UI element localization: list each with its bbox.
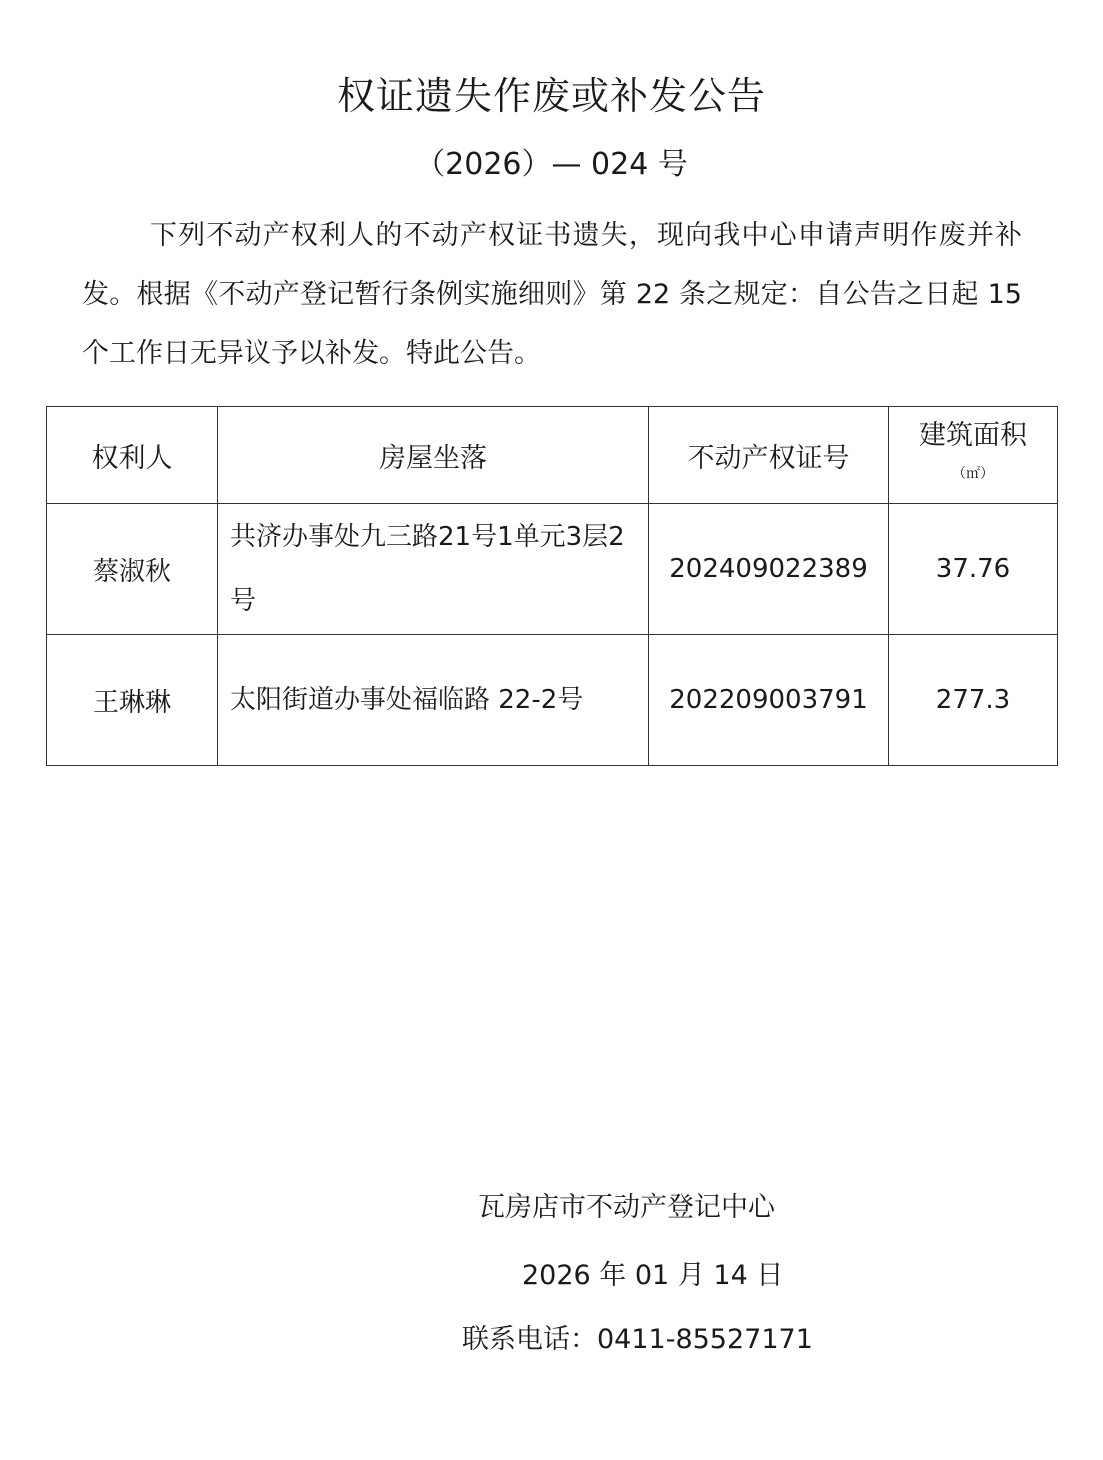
- cell-area: 37.76: [889, 504, 1058, 635]
- notice-title: 权证遗失作废或补发公告: [336, 74, 766, 118]
- header-cert-no: 不动产权证号: [649, 407, 889, 504]
- cell-address: 共济办事处九三路21号1单元3层2号: [218, 504, 649, 635]
- notice-number: （2026）— 024 号: [415, 147, 688, 182]
- cell-holder: 蔡淑秋: [47, 504, 218, 635]
- issuing-organization: 瓦房店市不动产登记中心: [478, 1192, 775, 1223]
- header-holder: 权利人: [47, 407, 218, 504]
- notice-intro: 下列不动产权利人的不动产权证书遗失，现向我中心申请声明作废并补发。根据《不动产登记暂行条例实施细则》第 22 条之规定：自公告之日起 15 个工作日无异议予以补发。特此公告。: [82, 220, 1022, 369]
- cell-cert-no: 202409022389: [649, 504, 889, 635]
- issue-date: 2026 年 01 月 14 日: [522, 1260, 784, 1291]
- table-row: [47, 504, 1058, 635]
- cell-cert-no: 202209003791: [649, 635, 889, 766]
- header-area: [889, 407, 1058, 504]
- cell-holder: 王琳琳: [47, 635, 218, 766]
- cell-area: 277.3: [889, 635, 1058, 766]
- contact-phone: 联系电话：0411-85527171: [462, 1324, 813, 1355]
- header-area-label: 建筑面积: [919, 420, 1027, 451]
- table-row: [47, 635, 1058, 766]
- lost-certificate-table: [46, 406, 1058, 766]
- header-address: 房屋坐落: [218, 407, 649, 504]
- cell-address: 太阳街道办事处福临路 22-2号: [218, 635, 649, 766]
- header-area-unit: （㎡）: [952, 466, 994, 482]
- table-header-row: [47, 407, 1058, 504]
